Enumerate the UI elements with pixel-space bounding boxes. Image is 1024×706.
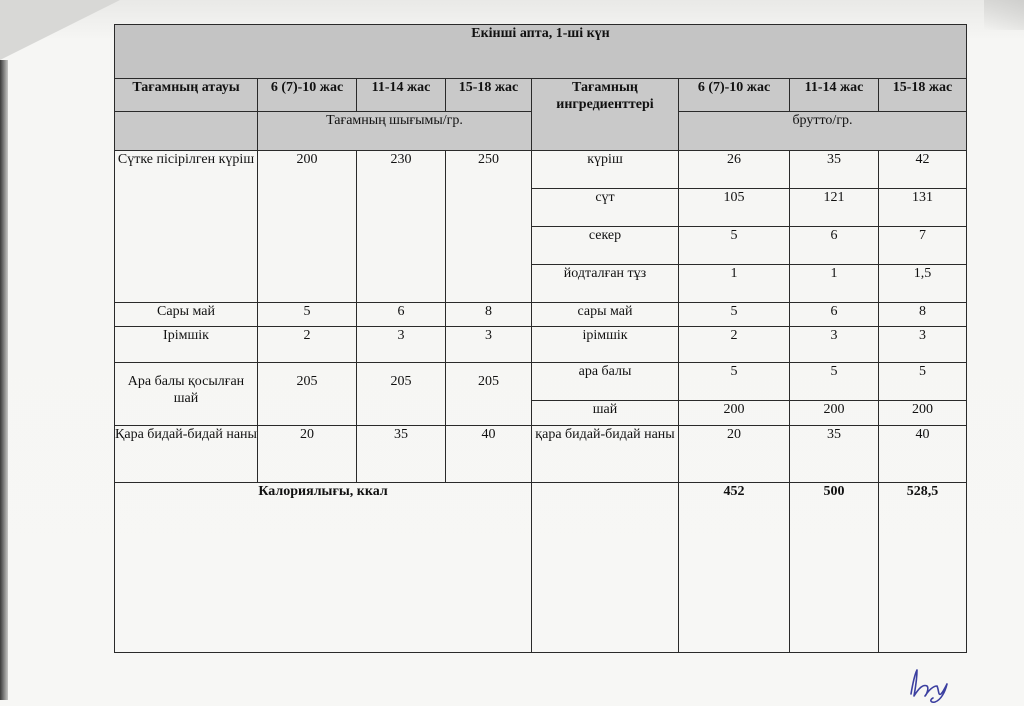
calories-row <box>115 483 967 653</box>
ingredient-name: сары май <box>532 303 679 327</box>
header-age-3: 15-18 жас <box>446 79 532 112</box>
title-row <box>115 25 967 79</box>
handwritten-signature <box>905 664 953 704</box>
dish-value: 8 <box>446 303 532 327</box>
dish-value: 200 <box>258 151 357 303</box>
ingredient-value: 5 <box>879 363 967 401</box>
ingredient-name: күріш <box>532 151 679 189</box>
header-age-right-2: 11-14 жас <box>790 79 879 112</box>
header-blank <box>115 112 258 151</box>
table-row <box>115 303 967 327</box>
ingredient-value: 131 <box>879 189 967 227</box>
ingredient-value: 42 <box>879 151 967 189</box>
dish-value: 35 <box>357 426 446 483</box>
ingredient-value: 35 <box>790 151 879 189</box>
ingredient-value: 1 <box>679 265 790 303</box>
ingredient-value: 5 <box>790 363 879 401</box>
calories-value: 452 <box>679 483 790 653</box>
calories-value: 528,5 <box>879 483 967 653</box>
ingredient-value: 200 <box>679 401 790 426</box>
table-row <box>115 426 967 483</box>
dish-name: Сүтке пісірілген күріш <box>115 151 258 303</box>
ingredient-value: 200 <box>790 401 879 426</box>
header-age-1: 6 (7)-10 жас <box>258 79 357 112</box>
ingredient-value: 6 <box>790 227 879 265</box>
page-edge-shadow <box>0 60 8 700</box>
ingredient-value: 2 <box>679 327 790 363</box>
table-row <box>115 151 967 189</box>
dish-value: 3 <box>446 327 532 363</box>
ingredient-value: 3 <box>790 327 879 363</box>
ingredient-name: қара бидай-бидай наны <box>532 426 679 483</box>
dish-value: 2 <box>258 327 357 363</box>
table-row <box>115 363 967 401</box>
ingredient-name: ара балы <box>532 363 679 401</box>
dish-name: Ара балы қосылған шай <box>115 363 258 426</box>
ingredient-value: 26 <box>679 151 790 189</box>
ingredient-name: шай <box>532 401 679 426</box>
ingredient-value: 1,5 <box>879 265 967 303</box>
table-row <box>115 327 967 363</box>
ingredient-value: 1 <box>790 265 879 303</box>
calories-value: 500 <box>790 483 879 653</box>
ingredient-value: 35 <box>790 426 879 483</box>
ingredient-value: 3 <box>879 327 967 363</box>
dish-value: 6 <box>357 303 446 327</box>
table-title: Екінші апта, 1-ші күн <box>115 25 967 79</box>
dish-value: 205 <box>446 363 532 426</box>
header-age-2: 11-14 жас <box>357 79 446 112</box>
header-row <box>115 79 967 112</box>
header-dish-name: Тағамның атауы <box>115 79 258 112</box>
ingredient-value: 8 <box>879 303 967 327</box>
dish-value: 40 <box>446 426 532 483</box>
ingredient-value: 5 <box>679 227 790 265</box>
ingredient-value: 6 <box>790 303 879 327</box>
dish-value: 5 <box>258 303 357 327</box>
dish-value: 205 <box>258 363 357 426</box>
menu-table <box>114 24 967 653</box>
dish-name: Қара бидай-бидай наны <box>115 426 258 483</box>
header-ingredients: Тағамның ингредиенттері <box>532 79 679 151</box>
calories-label: Калориялығы, ккал <box>115 483 532 653</box>
dish-value: 20 <box>258 426 357 483</box>
ingredient-value: 7 <box>879 227 967 265</box>
calories-blank <box>532 483 679 653</box>
dish-value: 3 <box>357 327 446 363</box>
ingredient-name: сүт <box>532 189 679 227</box>
dish-value: 250 <box>446 151 532 303</box>
page-edge-shadow-right <box>984 0 1024 30</box>
folded-corner <box>0 0 120 60</box>
ingredient-value: 121 <box>790 189 879 227</box>
ingredient-name: йодталған тұз <box>532 265 679 303</box>
header-age-right-3: 15-18 жас <box>879 79 967 112</box>
ingredient-name: ірімшік <box>532 327 679 363</box>
dish-value: 230 <box>357 151 446 303</box>
ingredient-value: 5 <box>679 303 790 327</box>
ingredient-value: 40 <box>879 426 967 483</box>
ingredient-value: 105 <box>679 189 790 227</box>
dish-name: Сары май <box>115 303 258 327</box>
ingredient-value: 200 <box>879 401 967 426</box>
dish-value: 205 <box>357 363 446 426</box>
ingredient-value: 5 <box>679 363 790 401</box>
dish-name: Ірімшік <box>115 327 258 363</box>
ingredient-name: секер <box>532 227 679 265</box>
ingredient-value: 20 <box>679 426 790 483</box>
header-age-right-1: 6 (7)-10 жас <box>679 79 790 112</box>
yield-unit: Тағамның шығымы/гр. <box>258 112 532 151</box>
gross-unit: брутто/гр. <box>679 112 967 151</box>
